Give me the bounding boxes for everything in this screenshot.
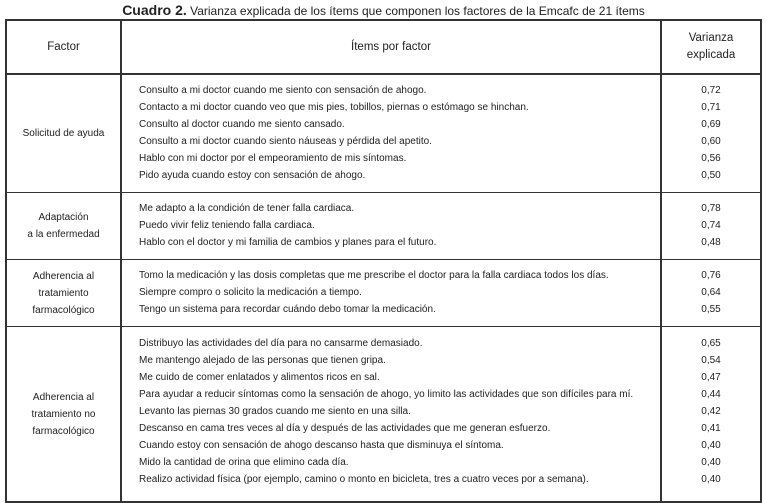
factor-label: Solicitud de ayuda — [22, 128, 105, 139]
factor-group — [6, 260, 761, 327]
factor-cell — [6, 74, 121, 193]
factor-label: tratamiento — [38, 287, 89, 299]
item-text: Me cuido de comer enlatados y alimentos ricos en sal. — [139, 372, 380, 383]
item-text: Para ayudar a reducir síntomas como la sensación de ahogo, yo limito las actividades que son difíciles para mí. — [139, 389, 634, 400]
item-text: Realizo actividad física (por ejemplo, camino o monto en bicicleta, tres a cuatro veces por a semana). — [139, 474, 589, 485]
variance-value: 0,78 — [701, 203, 721, 214]
variance-value: 0,50 — [701, 170, 721, 181]
factor-label: a la enfermedad — [27, 229, 100, 240]
item-text: Hablo con mi doctor por el empeoramiento de mis síntomas. — [139, 153, 407, 164]
items-cell — [121, 74, 661, 193]
variance-value: 0,40 — [701, 474, 721, 485]
variance-value: 0,56 — [701, 153, 721, 164]
item-text: Tengo un sistema para recordar cuándo debo tomar la medicación. — [139, 304, 436, 315]
factor-label: Adaptación — [38, 212, 89, 223]
caption-text: Varianza explicada de los ítems que componen los factores de la Emcafc de 21 ítems — [190, 4, 645, 18]
variance-value: 0,64 — [701, 287, 721, 298]
items-cell — [121, 260, 661, 327]
item-text: Consulto a mi doctor cuando siento náuseas y pérdida del apetito. — [139, 136, 432, 147]
factor-label: farmacológico — [32, 425, 95, 437]
header-factor: Factor — [6, 20, 121, 74]
variance-value: 0,60 — [701, 136, 721, 147]
factor-group — [6, 74, 761, 193]
item-text: Contacto a mi doctor cuando veo que mis pies, tobillos, piernas o estómago se hinchan. — [139, 102, 529, 113]
caption-label: Cuadro 2. — [122, 2, 187, 18]
item-text: Consulto a mi doctor cuando me siento con sensación de ahogo. — [139, 85, 427, 96]
variance-cell — [661, 260, 761, 327]
item-text: Levanto las piernas 30 grados cuando me siento en una silla. — [139, 406, 411, 417]
variance-value: 0,40 — [701, 440, 721, 451]
item-text: Pido ayuda cuando estoy con sensación de ahogo. — [139, 170, 366, 181]
variance-value: 0,47 — [701, 372, 721, 383]
variance-value: 0,74 — [701, 220, 721, 231]
factor-group — [6, 193, 761, 260]
item-text: Puedo vivir feliz teniendo falla cardiaca. — [139, 220, 315, 231]
variance-cell — [661, 74, 761, 193]
variance-value: 0,44 — [701, 389, 721, 400]
variance-value: 0,54 — [701, 355, 721, 366]
item-text: Mido la cantidad de orina que elimino cada día. — [139, 457, 349, 468]
factor-label: farmacológico — [32, 304, 95, 316]
items-cell — [121, 327, 661, 503]
item-text: Siempre compro o solicito la medicación a tiempo. — [139, 287, 362, 298]
variance-table — [5, 19, 762, 503]
item-text: Me adapto a la condición de tener falla cardiaca. — [139, 203, 355, 214]
item-text: Distribuyo las actividades del día para no cansarme demasiado. — [139, 338, 423, 349]
variance-cell — [661, 327, 761, 503]
item-text: Me mantengo alejado de las personas que tienen gripa. — [139, 355, 386, 366]
factor-label: tratamiento no — [31, 408, 96, 420]
header-variance — [661, 20, 761, 74]
factor-cell — [6, 193, 121, 260]
item-text: Cuando estoy con sensación de ahogo descanso hasta que disminuya el síntoma. — [139, 440, 504, 451]
items-cell — [121, 193, 661, 260]
header-row — [6, 20, 761, 74]
header-variance-line1: Varianza — [688, 32, 734, 44]
factor-group — [6, 327, 761, 503]
variance-value: 0,41 — [701, 423, 721, 434]
item-text: Consulto al doctor cuando me siento cansado. — [139, 119, 345, 130]
variance-value: 0,55 — [701, 304, 721, 315]
item-text: Descanso en cama tres veces al día y después de las actividades que me generan esfuerzo. — [139, 423, 551, 434]
factor-cell — [6, 327, 121, 503]
variance-value: 0,76 — [701, 270, 721, 281]
table-caption — [0, 2, 767, 18]
variance-value: 0,48 — [701, 237, 721, 248]
variance-value: 0,72 — [701, 85, 721, 96]
variance-value: 0,42 — [701, 406, 721, 417]
variance-cell — [661, 193, 761, 260]
variance-value: 0,40 — [701, 457, 721, 468]
item-text: Tomo la medicación y las dosis completas que me prescribe el doctor para la falla cardiaca todos los días. — [139, 270, 609, 281]
header-items: Ítems por factor — [121, 20, 661, 74]
factor-label: Adherencia al — [32, 391, 95, 403]
variance-value: 0,65 — [701, 338, 721, 349]
header-variance-line2: explicada — [686, 49, 736, 61]
variance-value: 0,69 — [701, 119, 721, 130]
factor-label: Adherencia al — [32, 270, 95, 282]
variance-value: 0,71 — [701, 102, 721, 113]
factor-cell — [6, 260, 121, 327]
item-text: Hablo con el doctor y mi familia de cambios y planes para el futuro. — [139, 237, 437, 248]
